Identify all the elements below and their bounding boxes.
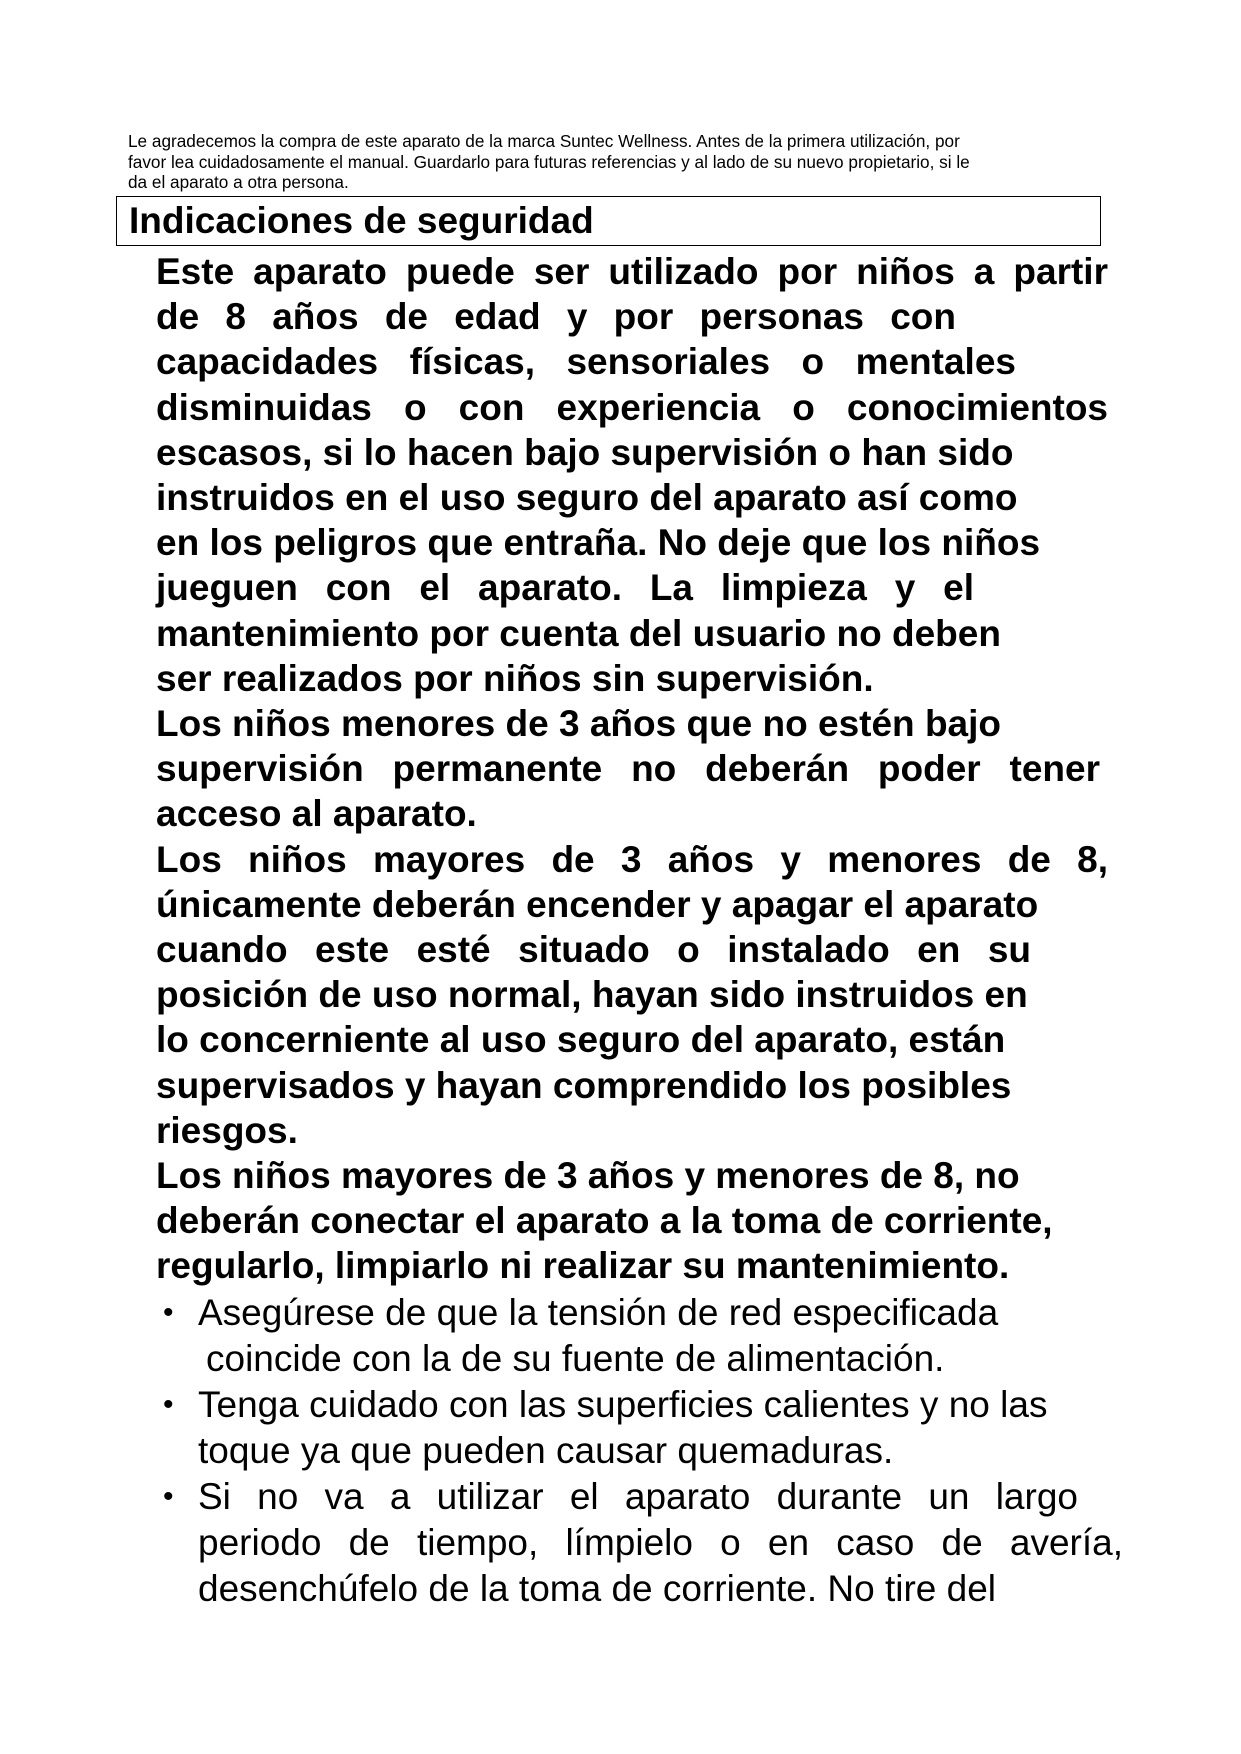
safety-bullet-list xyxy=(160,1290,1130,1612)
bullet-line: Si no va a utilizar el aparato durante un largo xyxy=(198,1476,1078,1517)
warning-line: supervisados y hayan comprendido los posibles xyxy=(156,1064,1012,1106)
warning-line: cuando este esté situado o instalado en su xyxy=(156,929,1031,971)
bullet-line: periodo de tiempo, límpielo o en caso de avería, xyxy=(198,1522,1123,1563)
warning-line: mantenimiento por cuenta del usuario no deben xyxy=(156,612,1001,654)
warning-line: Los niños menores de 3 años que no estén bajo xyxy=(156,703,1002,745)
bullet-line: coincide con la de su fuente de alimentación. xyxy=(206,1338,945,1379)
warning-line: escasos, si lo hacen bajo supervisión o han sido xyxy=(156,431,1014,473)
intro-paragraph xyxy=(128,131,1098,193)
section-header-box xyxy=(116,196,1101,246)
warning-line: posición de uso normal, hayan sido instruidos en xyxy=(156,974,1028,1016)
safety-warning-paragraph xyxy=(156,249,1108,1289)
warning-line: Los niños mayores de 3 años y menores de 8, xyxy=(156,838,1108,880)
bullet-line: toque ya que pueden causar quemaduras. xyxy=(198,1430,894,1471)
intro-line: favor lea cuidadosamente el manual. Guardarlo para futuras referencias y al lado de su nuevo propietario, si le xyxy=(128,151,970,172)
warning-line: lo concerniente al uso seguro del aparato, están xyxy=(156,1019,1006,1061)
warning-line: deberán conectar el aparato a la toma de corriente, xyxy=(156,1200,1053,1242)
warning-line: disminuidas o con experiencia o conocimientos xyxy=(156,386,1108,428)
warning-line: riesgos. xyxy=(156,1109,298,1151)
list-item xyxy=(160,1290,1130,1382)
warning-line: Este aparato puede ser utilizado por niños a partir xyxy=(156,251,1108,292)
warning-line: supervisión permanente no deberán poder tener xyxy=(156,748,1100,790)
warning-line: acceso al aparato. xyxy=(156,793,477,835)
warning-line: jueguen con el aparato. La limpieza y el xyxy=(156,567,974,609)
warning-line: en los peligros que entraña. No deje que los niños xyxy=(156,522,1041,564)
list-item xyxy=(160,1382,1130,1474)
warning-line: únicamente deberán encender y apagar el aparato xyxy=(156,883,1039,925)
bullet-icon: • xyxy=(163,1480,174,1513)
warning-line: Los niños mayores de 3 años y menores de 8, no xyxy=(156,1155,1020,1197)
bullet-line: Tenga cuidado con las superficies calientes y no las xyxy=(198,1384,1048,1425)
bullet-line: desenchúfelo de la toma de corriente. No tire del xyxy=(198,1568,997,1609)
bullet-line: Asegúrese de que la tensión de red especificada xyxy=(198,1292,999,1333)
warning-line: instruidos en el uso seguro del aparato así como xyxy=(156,477,1018,519)
intro-line: Le agradecemos la compra de este aparato de la marca Suntec Wellness. Antes de la primera utilización, por xyxy=(128,131,960,151)
section-title: Indicaciones de seguridad xyxy=(129,200,594,241)
list-item xyxy=(160,1474,1130,1612)
warning-line: regularlo, limpiarlo ni realizar su mantenimiento. xyxy=(156,1245,1010,1287)
warning-line: ser realizados por niños sin supervisión. xyxy=(156,657,874,699)
bullet-icon: • xyxy=(163,1296,174,1329)
bullet-icon: • xyxy=(163,1388,174,1421)
intro-line: da el aparato a otra persona. xyxy=(128,172,349,192)
warning-line: capacidades físicas, sensoriales o mentales xyxy=(156,341,1016,383)
warning-line: de 8 años de edad y por personas con xyxy=(156,296,956,338)
